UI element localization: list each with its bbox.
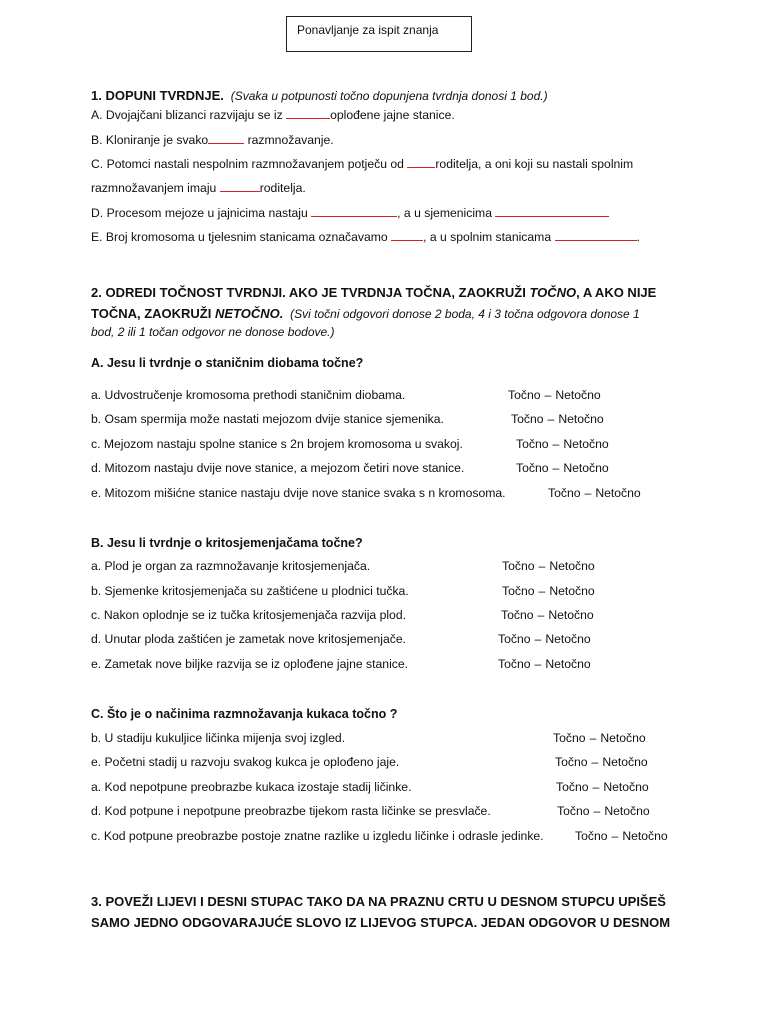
question-b: B. Jesu li tvrdnje o kritosjemenjačama točne?: [91, 536, 363, 550]
statement-item: b. Osam spermija može nastati mejozom dvije stanice sjemenika.: [91, 412, 444, 426]
statement-item: c. Nakon oplodnje se iz tučka kritosjemenjača razvija plod.: [91, 608, 407, 622]
separator: –: [591, 755, 599, 769]
blank-field[interactable]: [311, 205, 397, 217]
statement-item: d. Unutar ploda zaštićen je zametak nove kritosjemenjače.: [91, 632, 407, 646]
true-option[interactable]: Točno: [556, 780, 589, 794]
true-option[interactable]: Točno: [548, 486, 581, 500]
statement-item: a. Plod je organ za razmnožavanje kritosjemenjača.: [91, 559, 371, 573]
false-option[interactable]: Netočno: [558, 412, 604, 426]
true-option[interactable]: Točno: [501, 608, 534, 622]
blank-field[interactable]: [208, 132, 244, 144]
separator: –: [593, 804, 601, 818]
section-1-heading: 1. DOPUNI TVRDNJE. (Svaka u potpunosti točno dopunjena tvrdnja donosi 1 bod.): [91, 88, 548, 103]
section-1-note: (Svaka u potpunosti točno dopunjena tvrdnja donosi 1 bod.): [230, 89, 548, 103]
statement-a: A. Dvojajčani blizanci razvijaju se iz oplođene jajne stanice.: [91, 108, 455, 122]
true-option[interactable]: Točno: [516, 461, 549, 475]
false-option[interactable]: Netočno: [548, 608, 594, 622]
blank-field[interactable]: [495, 205, 609, 217]
statement-item: e. Zametak nove biljke razvija se iz oplođene jajne stanice.: [91, 657, 409, 671]
blank-field[interactable]: [220, 180, 260, 192]
blank-field[interactable]: [555, 229, 637, 241]
true-option[interactable]: Točno: [498, 632, 531, 646]
false-option[interactable]: Netočno: [595, 486, 641, 500]
separator: –: [538, 584, 546, 598]
answer-choice: [516, 437, 609, 451]
answer-choice: [575, 829, 668, 843]
answer-choice: [498, 657, 591, 671]
false-option[interactable]: Netočno: [545, 657, 591, 671]
section-3-heading-cont: SAMO JEDNO ODGOVARAJUĆE SLOVO IZ LIJEVOG STUPCA. JEDAN ODGOVOR U DESNOM: [91, 915, 671, 930]
blank-field[interactable]: [286, 107, 330, 119]
statement-item: c. Kod potpune preobrazbe postoje znatne razlike u izgledu ličinke i odrasle jedinke.: [91, 829, 544, 843]
section-3-heading: 3. POVEŽI LIJEVI I DESNI STUPAC TAKO DA NA PRAZNU CRTU U DESNOM STUPCU UPIŠEŠ: [91, 894, 666, 909]
separator: –: [552, 437, 560, 451]
separator: –: [534, 632, 542, 646]
separator: –: [611, 829, 619, 843]
true-option[interactable]: Točno: [555, 755, 588, 769]
statement-d: D. Procesom mejoze u jajnicima nastaju , a u sjemenicima: [91, 205, 609, 220]
answer-choice: [556, 780, 649, 794]
false-option[interactable]: Netočno: [563, 461, 609, 475]
statement-item: d. Kod potpune i nepotpune preobrazbe tijekom rasta ličinke se presvlače.: [91, 804, 491, 818]
separator: –: [584, 486, 592, 500]
section-2-note: bod, 2 ili 1 točan odgovor ne donose bodove.): [91, 325, 335, 339]
statement-e: E. Broj kromosoma u tjelesnim stanicama označavamo , a u spolnim stanicama .: [91, 230, 640, 244]
true-option[interactable]: Točno: [516, 437, 549, 451]
separator: –: [544, 388, 552, 402]
separator: –: [592, 780, 600, 794]
false-option[interactable]: Netočno: [549, 584, 595, 598]
answer-choice: [501, 608, 594, 622]
answer-choice: [502, 559, 595, 573]
section-2-heading-cont: TOČNA, ZAOKRUŽI NETOČNO. (Svi točni odgovori donose 2 boda, 4 i 3 točna odgovora donose 1: [91, 306, 640, 321]
blank-field[interactable]: [407, 156, 435, 168]
question-c: C. Što je o načinima razmnožavanja kukaca točno ?: [91, 707, 398, 721]
false-option[interactable]: Netočno: [622, 829, 668, 843]
false-option[interactable]: Netočno: [600, 731, 646, 745]
separator: –: [534, 657, 542, 671]
statement-c-cont: razmnožavanjem imaju roditelja.: [91, 181, 306, 195]
statement-item: b. Sjemenke kritosjemenjača su zaštićene u plodnici tučka.: [91, 584, 409, 598]
statement-item: e. Mitozom mišićne stanice nastaju dvije nove stanice svaka s n kromosoma.: [91, 486, 506, 500]
true-option[interactable]: Točno: [511, 412, 544, 426]
answer-choice: [557, 804, 650, 818]
statement-b: B. Kloniranje je svako razmnožavanje.: [91, 133, 334, 147]
false-option[interactable]: Netočno: [555, 388, 601, 402]
separator: –: [547, 412, 555, 426]
answer-choice: [516, 461, 609, 475]
true-option[interactable]: Točno: [498, 657, 531, 671]
answer-choice: [548, 486, 641, 500]
blank-field[interactable]: [391, 229, 423, 241]
false-option[interactable]: Netočno: [545, 632, 591, 646]
statement-item: d. Mitozom nastaju dvije nove stanice, a mejozom četiri nove stanice.: [91, 461, 465, 475]
true-option[interactable]: Točno: [502, 584, 535, 598]
false-option[interactable]: Netočno: [602, 755, 648, 769]
answer-choice: [553, 731, 646, 745]
true-option[interactable]: Točno: [553, 731, 586, 745]
answer-choice: [502, 584, 595, 598]
section-2-heading: 2. ODREDI TOČNOST TVRDNJI. AKO JE TVRDNJA TOČNA, ZAOKRUŽI TOČNO, A AKO NIJE: [91, 285, 657, 300]
separator: –: [552, 461, 560, 475]
page-title: Ponavljanje za ispit znanja: [286, 16, 472, 52]
statement-item: a. Udvostručenje kromosoma prethodi staničnim diobama.: [91, 388, 406, 402]
true-option[interactable]: Točno: [508, 388, 541, 402]
answer-choice: [555, 755, 648, 769]
statement-c: C. Potomci nastali nespolnim razmnožavanjem potječu od roditelja, a oni koji su nastali spolnim: [91, 157, 634, 171]
separator: –: [537, 608, 545, 622]
answer-choice: [498, 632, 591, 646]
separator: –: [538, 559, 546, 573]
question-a: A. Jesu li tvrdnje o staničnim diobama točne?: [91, 356, 364, 370]
false-option[interactable]: Netočno: [603, 780, 649, 794]
answer-choice: [508, 388, 601, 402]
answer-choice: [511, 412, 604, 426]
true-option[interactable]: Točno: [557, 804, 590, 818]
separator: –: [589, 731, 597, 745]
statement-item: c. Mejozom nastaju spolne stanice s 2n brojem kromosoma u svakoj.: [91, 437, 463, 451]
false-option[interactable]: Netočno: [604, 804, 650, 818]
true-option[interactable]: Točno: [502, 559, 535, 573]
false-option[interactable]: Netočno: [563, 437, 609, 451]
statement-item: e. Početni stadij u razvoju svakog kukca je oplođeno jaje.: [91, 755, 400, 769]
true-option[interactable]: Točno: [575, 829, 608, 843]
statement-item: a. Kod nepotpune preobrazbe kukaca izostaje stadij ličinke.: [91, 780, 412, 794]
statement-item: b. U stadiju kukuljice ličinka mijenja svoj izgled.: [91, 731, 346, 745]
false-option[interactable]: Netočno: [549, 559, 595, 573]
